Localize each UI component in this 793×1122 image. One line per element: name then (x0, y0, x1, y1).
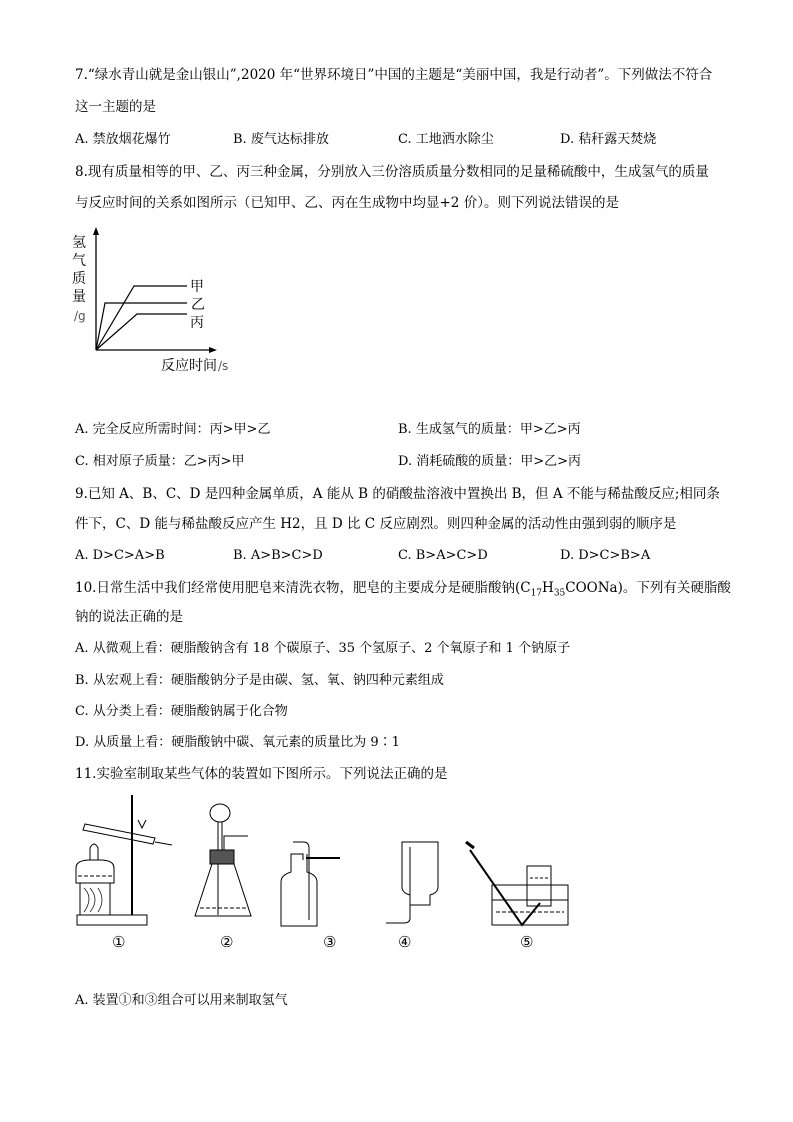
q10-option-c: C. 从分类上看：硬脂酸钠属于化合物 (75, 704, 288, 719)
y-label-char: 气 (72, 253, 86, 269)
q8-option-b: B. 生成氢气的质量：甲>乙>丙 (398, 422, 581, 437)
q9-option-a: A. D>C>A>B (75, 548, 165, 563)
apparatus-5-water-trough (466, 842, 568, 925)
apparatus-label-1: ① (112, 933, 126, 951)
series-line-bing (96, 314, 187, 350)
q7-stem-line2: 这一主题的是 (75, 99, 156, 115)
q9-stem-line2: 件下，C、D 能与稀盐酸反应产生 H2，且 D 比 C 反应剧烈。则四种金属的活动性由强到弱的顺序是 (75, 516, 677, 532)
q8-option-a: A. 完全反应所需时间：丙>甲>乙 (75, 422, 271, 437)
q7-option-d: D. 秸秆露天焚烧 (560, 132, 657, 147)
series-line-jia (96, 286, 187, 350)
apparatus-3-gas-bottle (281, 842, 340, 926)
q7-option-a: A. 禁放烟花爆竹 (75, 132, 171, 147)
hydrogen-mass-time-graph (60, 225, 260, 375)
q10-option-b: B. 从宏观上看：硬脂酸钠分子是由碳、氢、氧、钠四种元素组成 (75, 673, 444, 688)
apparatus-figure (60, 790, 610, 960)
legend-yi: 乙 (191, 297, 205, 313)
legend-bing: 丙 (190, 315, 204, 331)
q9-stem-line1: 9.已知 A、B、C、D 是四种金属单质，A 能从 B 的硝酸盐溶液中置换出 B，但 A 不能与稀盐酸反应;相同条 (75, 486, 720, 502)
q8-stem-line2: 与反应时间的关系如图所示（已知甲、乙、丙在生成物中均显+2 价）。则下列说法错误的是 (75, 195, 619, 211)
q10-text: H (542, 580, 554, 596)
apparatus-label-3: ③ (323, 933, 337, 951)
y-unit: /g (74, 309, 86, 323)
apparatus-4-inverted-bottle (386, 842, 438, 923)
y-axis-arrow-icon (93, 227, 99, 235)
q9-option-d: D. D>C>B>A (560, 548, 651, 563)
q8-option-c: C. 相对原子质量：乙>丙>甲 (75, 454, 245, 469)
subscript: 17 (530, 588, 543, 599)
x-unit: /s (218, 359, 229, 373)
q7-option-b: B. 废气达标排放 (233, 132, 329, 147)
q10-stem-line1 (75, 579, 731, 603)
q10-text: 10.日常生活中我们经常使用肥皂来清洗衣物，肥皂的主要成分是硬脂酸钠(C (75, 580, 531, 596)
q10-text: COONa)。下列有关硬脂酸 (565, 580, 731, 596)
x-axis-arrow-icon (209, 347, 217, 353)
apparatus-label-2: ② (220, 933, 234, 951)
q10-stem-line2: 钠的说法正确的是 (75, 609, 183, 625)
apparatus-label-4: ④ (398, 933, 412, 951)
x-label: 反应时间 (161, 358, 217, 374)
q7-option-c: C. 工地洒水除尘 (398, 132, 494, 147)
apparatus-2-conical-flask (195, 804, 251, 916)
q10-option-d: D. 从质量上看：硬脂酸钠中碳、氧元素的质量比为 9∶1 (75, 735, 400, 750)
apparatus-label-5: ⑤ (520, 933, 534, 951)
q10-option-a: A. 从微观上看：硬脂酸钠含有 18 个碳原子、35 个氢原子、2 个氧原子和 1 个钠原子 (75, 641, 571, 656)
q8-option-d: D. 消耗硫酸的质量：甲>乙>丙 (398, 454, 582, 469)
y-label-char: 质 (72, 271, 86, 287)
q11-option-a: A. 装置①和③组合可以用来制取氢气 (75, 993, 288, 1008)
q11-stem-line1: 11.实验室制取某些气体的装置如下图所示。下列说法正确的是 (75, 766, 448, 782)
q9-option-c: C. B>A>C>D (398, 548, 488, 563)
q8-stem-line1: 8.现有质量相等的甲、乙、丙三种金属，分别放入三份溶质质量分数相同的足量稀硫酸中，生成氢气的质量 (75, 164, 709, 180)
subscript: 35 (553, 588, 566, 599)
y-label-char: 氢 (72, 235, 86, 251)
y-label-char: 量 (72, 289, 86, 305)
q7-stem-line1: 7.“绿水青山就是金山银山”,2020 年“世界环境日”中国的主题是“美丽中国，我是行动者”。下列做法不符合 (75, 67, 713, 83)
apparatus-1-heating-setup (76, 795, 172, 925)
legend-jia: 甲 (190, 279, 204, 295)
q9-option-b: B. A>B>C>D (233, 548, 323, 563)
